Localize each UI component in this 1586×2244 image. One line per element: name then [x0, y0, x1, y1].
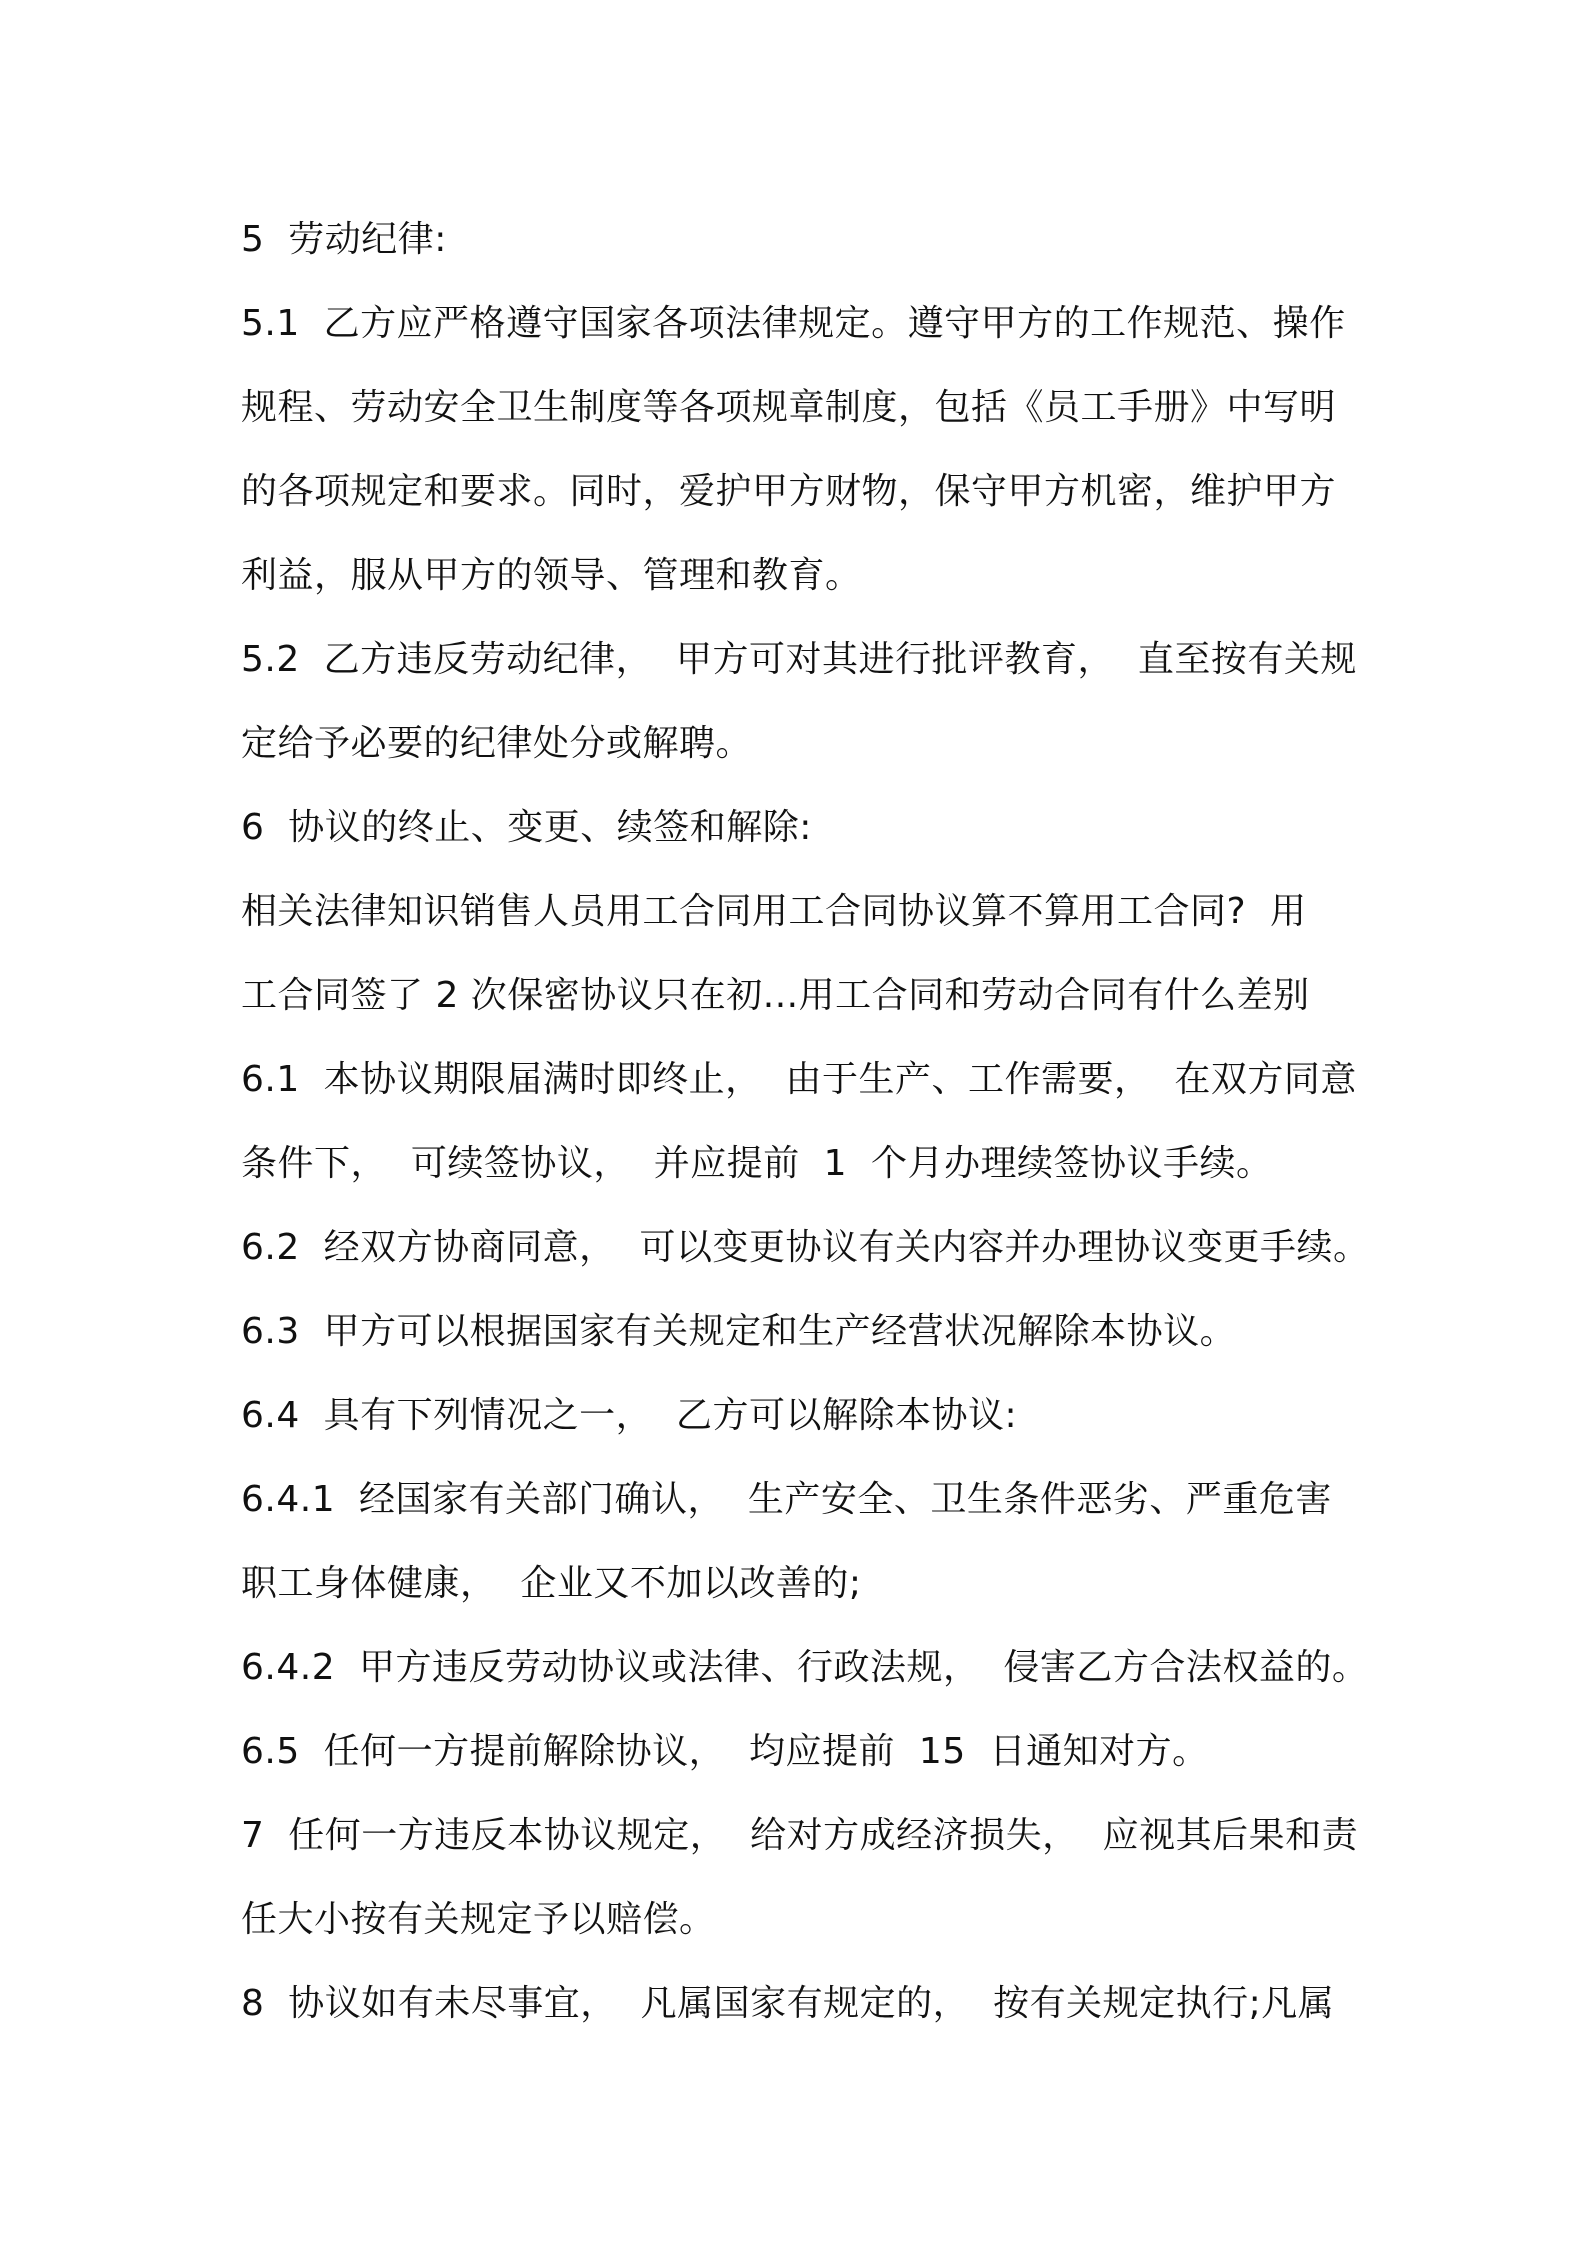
text-line: 6.5 任何一方提前解除协议， 均应提前 15 日通知对方。 [241, 1731, 1209, 1772]
text-line: 6.4.2 甲方违反劳动协议或法律、行政法规， 侵害乙方合法权益的。 [241, 1647, 1369, 1688]
text-line: 5 劳动纪律: [241, 219, 447, 260]
text-line: 6.2 经双方协商同意， 可以变更协议有关内容并办理协议变更手续。 [241, 1227, 1370, 1268]
text-line: 8 协议如有未尽事宜， 凡属国家有规定的， 按有关规定执行;凡属 [241, 1983, 1335, 2024]
text-line: 6.3 甲方可以根据国家有关规定和生产经营状况解除本协议。 [241, 1311, 1237, 1352]
document-body [241, 198, 1371, 2046]
text-line: 6.4.1 经国家有关部门确认， 生产安全、卫生条件恶劣、严重危害 [241, 1479, 1332, 1520]
text-line: 5.1 乙方应严格遵守国家各项法律规定。遵守甲方的工作规范、操作 [241, 303, 1346, 344]
text-line: 5.2 乙方违反劳动纪律， 甲方可对其进行批评教育， 直至按有关规 [241, 639, 1357, 680]
text-line: 任大小按有关规定予以赔偿。 [241, 1899, 716, 1940]
text-line: 7 任何一方违反本协议规定， 给对方成经济损失， 应视其后果和责 [241, 1815, 1359, 1856]
text-line: 条件下， 可续签协议， 并应提前 1 个月办理续签协议手续。 [241, 1143, 1273, 1184]
text-line: 定给予必要的纪律处分或解聘。 [241, 723, 753, 764]
text-line: 6.1 本协议期限届满时即终止， 由于生产、工作需要， 在双方同意 [241, 1059, 1357, 1100]
text-line: 的各项规定和要求。同时，爱护甲方财物，保守甲方机密，维护甲方 [241, 471, 1337, 512]
text-line: 相关法律知识销售人员用工合同用工合同协议算不算用工合同? 用 [241, 891, 1307, 932]
text-line: 职工身体健康， 企业又不加以改善的; [241, 1563, 862, 1604]
text-line: 工合同签了 2 次保密协议只在初...用工合同和劳动合同有什么差别 [241, 975, 1310, 1016]
text-line: 利益，服从甲方的领导、管理和教育。 [241, 555, 862, 596]
text-line: 6 协议的终止、变更、续签和解除: [241, 807, 812, 848]
text-line: 规程、劳动安全卫生制度等各项规章制度，包括《员工手册》中写明 [241, 387, 1337, 428]
text-line: 6.4 具有下列情况之一， 乙方可以解除本协议: [241, 1395, 1018, 1436]
